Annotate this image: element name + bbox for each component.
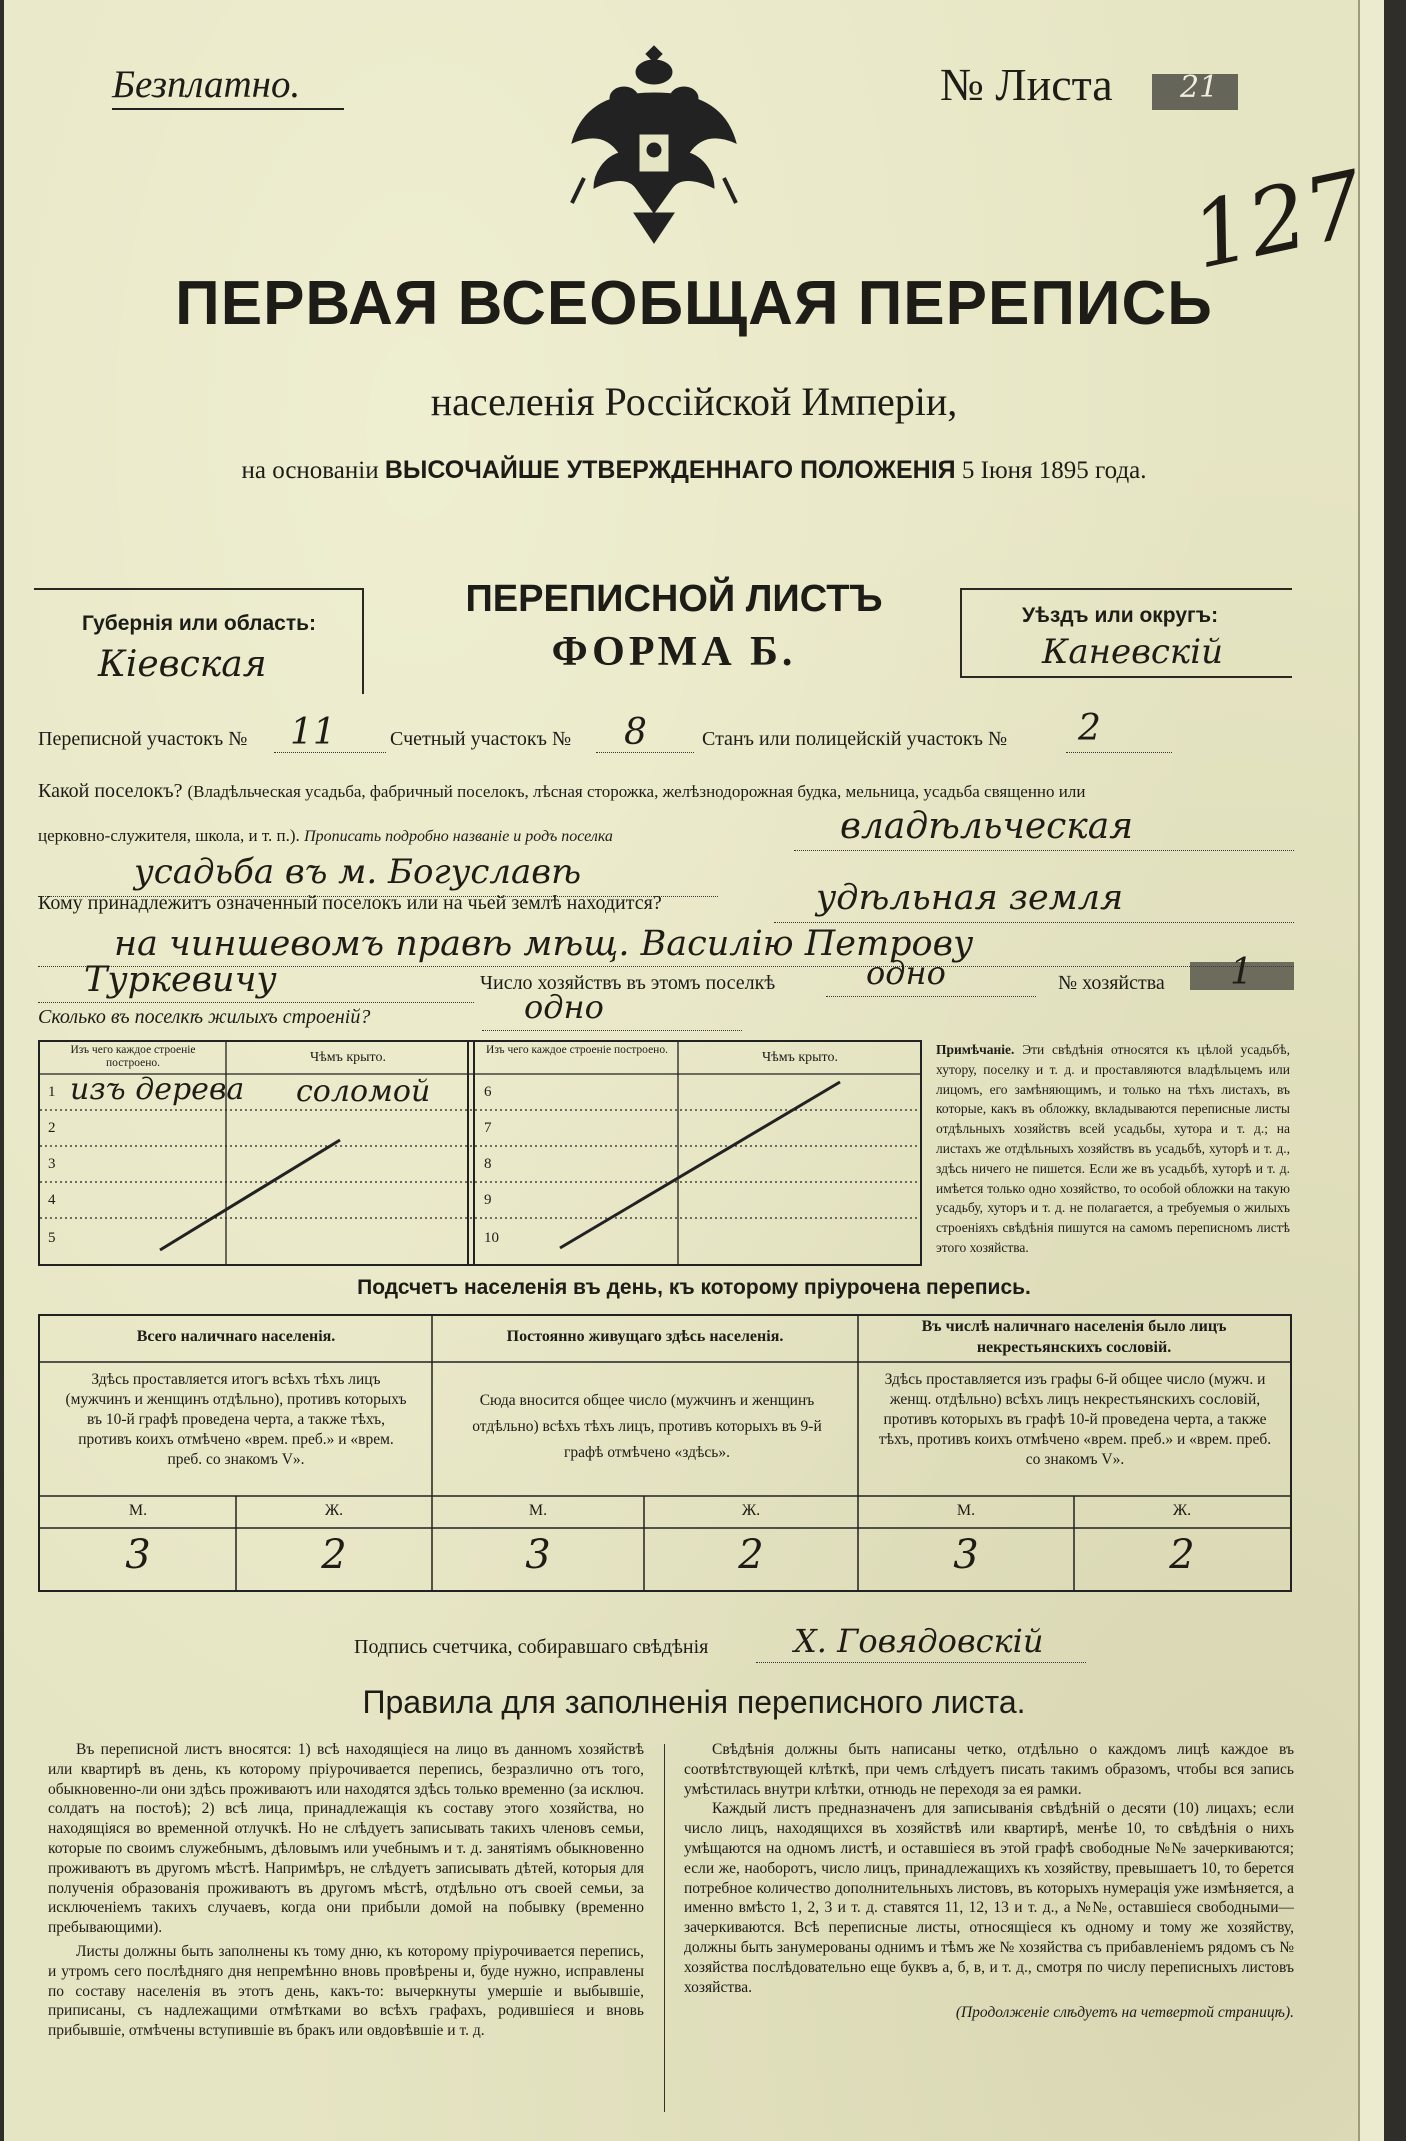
basis-date: 5 Іюня 1895 года. [961, 457, 1147, 484]
page-subtitle: населенія Россійской Имперіи, [430, 379, 958, 424]
row-number: 5 [48, 1230, 56, 1246]
rules-left-paragraph-1: Въ переписной листъ вносятся: 1) всѣ находящіеся на лицо въ данномъ хозяйствѣ или квартирѣ въ день, къ которому пріурочивается перепись, безразлично отъ того, обыкновенно-ли они здѣсь проживаютъ или находятся здѣсь только временно (за исключ. солдатъ на постоѣ); 2) всѣ лица, принадлежащія къ составу этого хозяйства, но находящіяся во временной отлучкѣ. Но не слѣдуетъ записывать такихъ членовъ семьи, которые по своимъ служебнымъ, дѣловымъ или учебнымъ и т. д. занятіямъ обыкновенно проживаютъ въ другомъ мѣстѣ. Напримѣръ, не слѣдуетъ записывать дѣтей, которыя для полученія образованія проживаютъ въ другомъ мѣстѣ, отдѣльно отъ своей семьи, за исключеніемъ такихъ случаевъ, когда они прибыли домой на побывку (временно пребывающими). [48, 1741, 644, 1937]
buildings-table [38, 1040, 922, 1266]
roof-header-left: Чѣмъ крыто. [310, 1050, 386, 1065]
household-no-label: № хозяйства [1058, 972, 1165, 994]
buildings-value: одно [524, 988, 604, 1026]
gubernia-label: Губернія или область: [82, 612, 317, 635]
note-block [936, 1040, 1290, 1258]
material-header-left: Изъ чего каждое строеніе построено. [70, 1044, 196, 1069]
free-label: Безплатно. [112, 63, 301, 106]
total-population-header: Всего наличнаго населенія. [136, 1328, 336, 1345]
rules-left-paragraph-2: Листы должны быть заполнены къ тому дню, къ которому пріурочивается перепись, и утромъ сего послѣдняго дня непремѣнно вновь провѣрены и, буде нужно, исправлены по составу населенія въ этотъ день, какъ-то: вычеркнуты умершіе и выбывшіе, приписаны, съ надлежащими отмѣтками во всѣхъ графахъ, родившіеся и вновь прибывшіе, отмѣчены вступившіе въ бракъ или овдовѣвшіе и т. д. [48, 1942, 644, 2040]
permanent-population-text: Сюда вносится общее число (мужчинъ и женщинъ отдѣльно) всѣхъ тѣхъ лицъ, противъ которыхъ въ 9-й графѣ отмѣчено «здѣсь». [472, 1392, 822, 1461]
settlement-note: (Владѣльческая усадьба, фабричный поселокъ, лѣсная сторожка, желѣзнодорожная будка, мельница, усадьба священно или [187, 782, 1086, 801]
permanent-female-value: 2 [738, 1532, 764, 1578]
gubernia-value: Кіевская [98, 644, 267, 685]
uezd-label: Уѣздъ или округъ: [1022, 604, 1219, 627]
gubernia-box [34, 588, 364, 694]
free-underline [112, 108, 344, 110]
rules-right-column [684, 1740, 1294, 2023]
permanent-population-header: Постоянно живущаго здѣсь населенія. [506, 1328, 784, 1345]
police-area-value: 2 [1078, 708, 1101, 749]
sheet-number-label: № Листа [940, 59, 1113, 110]
owner-answer-3: Туркевичу [84, 960, 277, 1000]
male-label: М. [956, 1502, 976, 1519]
row-number: 7 [484, 1120, 492, 1136]
row-number: 9 [484, 1192, 492, 1208]
non-peasant-male-value: 3 [953, 1532, 979, 1578]
settlement-note2: церковно-служителя, школа, и т. п.). [38, 826, 300, 845]
signature-label: Подпись счетчика, собиравшаго свѣдѣнія [354, 1636, 709, 1658]
permanent-male-value: 3 [525, 1532, 551, 1578]
population-heading: Подсчетъ населенія въ день, къ которому пріурочена перепись. [357, 1276, 1031, 1299]
row-number: 4 [48, 1192, 56, 1208]
police-area-label: Станъ или полицейскій участокъ № [702, 728, 1008, 750]
rules-right-paragraph-2: Каждый листъ предназначенъ для записыванія свѣдѣній о десяти (10) лицахъ; если число лицъ, находящихся въ хозяйствѣ или квартирѣ, менѣе 10, то свѣдѣнія о нихъ умѣщаются на одномъ листѣ, и оставшіеся въ этой графѣ свободные №№ зачеркиваются; если же, наоборотъ, число лицъ, принадлежащихъ къ хозяйству, превышаетъ 10, то берется потребное количество дополнительныхъ листовъ, въ которыхъ нумерація уже измѣняется, а именно вмѣсто 1, 2, 3 и т. д. ставятся 11, 12, 13 и т. д., а №№, оставшіеся свободными—зачеркиваются. Всѣ переписные листы, относящіеся къ одному и тому же хозяйству, должны быть занумерованы однимъ и тѣмъ же № хозяйства съ прибавленіемъ рядомъ съ № хозяйства послѣдовательно еще буквъ а, б, в, и т. д., смотря по числу переписныхъ листовъ хозяйства. [684, 1800, 1294, 1996]
total-female-value: 2 [321, 1532, 347, 1578]
rules-left-column [48, 1740, 644, 2041]
total-male-value: 3 [125, 1532, 151, 1578]
non-peasant-header: Въ числѣ наличнаго населенія было лицъ некрестьянскихъ сословій. [921, 1318, 1227, 1356]
household-no-value: 1 [1230, 952, 1253, 993]
rules-column-divider [664, 1744, 665, 2112]
basis-line [4, 456, 1384, 485]
census-area-value: 11 [290, 712, 336, 753]
rules-right-paragraph-1: Свѣдѣнія должны быть написаны четко, отдѣльно о каждомъ лицѣ каждое въ соотвѣтствующей клѣткѣ, при чемъ слѣдуетъ писать такимъ образомъ, чтобы вся запись умѣстилась внутри клѣтки, отнюдь не переходя за ея рамки. [684, 1741, 1294, 1798]
settlement-note-line2 [38, 826, 613, 846]
settlement-answer-2: усадьба въ м. Богуславѣ [134, 852, 582, 892]
uezd-box [960, 588, 1292, 678]
row-number: 2 [48, 1120, 56, 1136]
form-title: ФОРМА Б. [551, 629, 797, 675]
roof-header-right: Чѣмъ крыто. [762, 1050, 838, 1065]
row-number: 8 [484, 1156, 492, 1172]
row-number: 3 [48, 1156, 56, 1172]
material-header-right: Изъ чего каждое строеніе построено. [486, 1044, 668, 1056]
census-area-label: Переписной участокъ № [38, 728, 248, 750]
female-label: Ж. [1172, 1502, 1192, 1519]
settlement-question: Какой поселокъ? [38, 780, 183, 802]
row-number: 6 [484, 1084, 492, 1100]
double-headed-eagle-emblem [564, 38, 744, 258]
row-number: 1 [48, 1084, 56, 1100]
handwritten-number: 127 [1182, 151, 1373, 290]
sheet-number-value: 21 [1180, 70, 1219, 105]
row-number: 10 [484, 1230, 499, 1246]
total-population-text: Здѣсь проставляется итогъ всѣхъ тѣхъ лицъ (мужчинъ и женщинъ отдѣльно), противъ которыхъ въ 10-й графѣ проведена черта, а также тѣхъ, противъ коихъ отмѣчено «врем. преб.» и «врем. преб. со знакомъ V». [65, 1371, 407, 1468]
households-value: одно [866, 954, 946, 992]
non-peasant-text: Здѣсь проставляется изъ графы 6-й общее число (мужч. и женщ. отдѣльно) всѣхъ лицъ некрестьянскихъ сословій, противъ которыхъ въ графѣ 10-й проведена черта, а также тѣхъ, противъ коихъ отмѣчено «врем. преб.» и «врем. преб. со знакомъ V». [878, 1371, 1272, 1468]
non-peasant-female-value: 2 [1169, 1532, 1195, 1578]
male-label: М. [128, 1502, 148, 1519]
rules-title: Правила для заполненія переписного листа. [362, 1684, 1026, 1720]
households-label: Число хозяйствъ въ этомъ поселкѣ [480, 972, 776, 994]
enumerator-signature: Х. Говядовскій [794, 1622, 1044, 1660]
counting-area-label: Счетный участокъ № [390, 728, 572, 750]
page-title: ПЕРВАЯ ВСЕОБЩАЯ ПЕРЕПИСЬ [175, 269, 1213, 338]
male-label: М. [528, 1502, 548, 1519]
note-text: Эти свѣдѣнія относятся къ цѣлой усадьбѣ, хутору, поселку и т. д. и проставляются владѣльцемъ или лицомъ, его замѣняющимъ, и только на тѣхъ листахъ, въ которые, какъ въ обложку, вкладываются переписные листы отдѣльныхъ хозяйствъ всей усадьбы, хутора и т. д.; на листахъ же отдѣльныхъ хозяйствъ въ усадьбѣ, хуторѣ и т. д., здѣсь ничего не пишется. Если же въ усадьбѣ, хуторѣ и т. д. имѣется только одно хозяйство, то особой обложки на такую усадьбу, хуторъ и т. д. не полагается, а требуемыя о жилыхъ строеніяхъ свѣдѣнія пишутся на самомъ переписномъ листѣ этого хозяйства. [936, 1042, 1291, 1255]
population-table [38, 1314, 1292, 1592]
settlement-question-line [38, 780, 1298, 803]
census-sheet [4, 0, 1384, 2141]
counting-area-value: 8 [624, 712, 647, 753]
owner-answer-1: удѣльная земля [816, 878, 1124, 918]
female-label: Ж. [741, 1502, 761, 1519]
owner-answer-2: на чиншевомъ правѣ мѣщ. Василію Петрову [114, 924, 974, 964]
basis-prefix: на основаніи [241, 457, 379, 484]
buildings-label: Сколько въ поселкѣ жилыхъ строеній? [38, 1006, 371, 1028]
building-1-material: изъ дерева [70, 1072, 245, 1107]
settlement-answer-1: владѣльческая [840, 806, 1134, 847]
female-label: Ж. [324, 1502, 344, 1519]
uezd-value: Каневскій [1042, 632, 1224, 672]
sheet-title: ПЕРЕПИСНОЙ ЛИСТЪ [465, 578, 883, 620]
owner-question: Кому принадлежитъ означенный поселокъ или на чьей землѣ находится? [38, 892, 662, 914]
building-1-roof: соломой [296, 1074, 431, 1109]
settlement-instruction: Прописать подробно названіе и родъ поселка [304, 828, 613, 845]
basis-decree: ВЫСОЧАЙШЕ УТВЕРЖДЕННАГО ПОЛОЖЕНІЯ [384, 456, 956, 484]
note-title: Примѣчаніе. [936, 1042, 1015, 1057]
rules-continuation: (Продолженіе слѣдуетъ на четвертой страницѣ). [955, 2004, 1294, 2022]
